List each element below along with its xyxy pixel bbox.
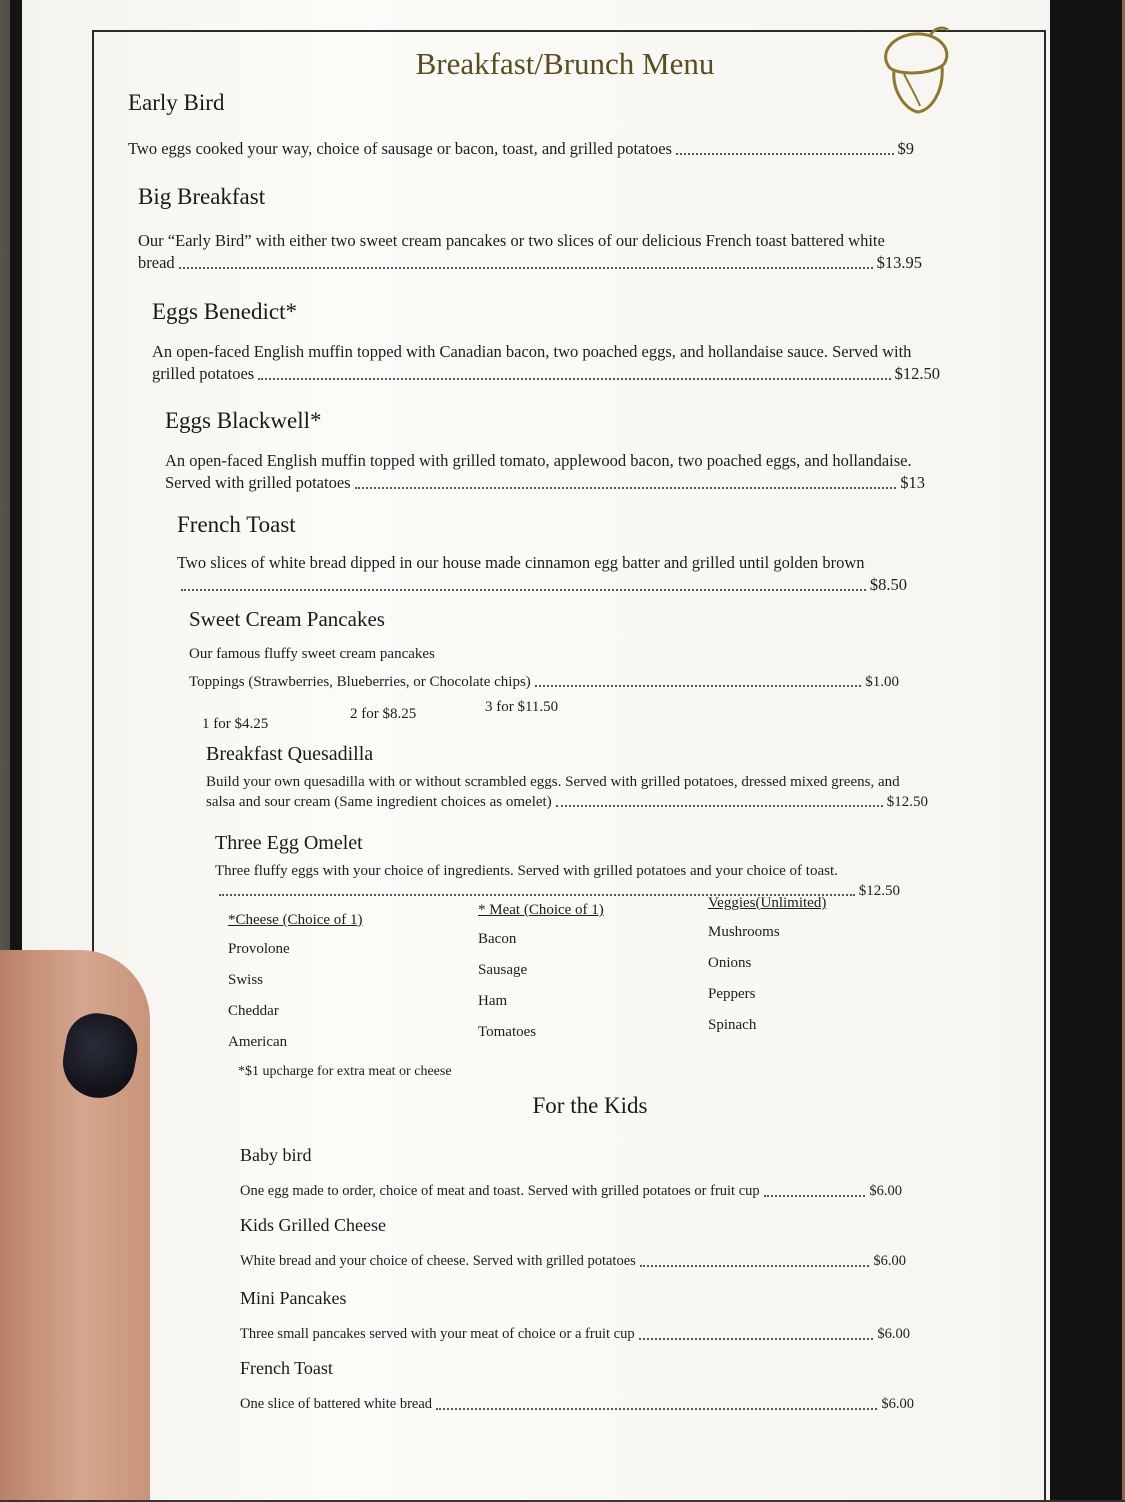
item-desc-line2: bread <box>138 253 175 272</box>
item-desc-line2: salsa and sour cream (Same ingredient choices as omelet) <box>206 794 552 810</box>
cheese-option: Provolone <box>228 941 290 957</box>
veggie-option: Mushrooms <box>708 924 780 940</box>
item-name: Three Egg Omelet <box>215 832 363 854</box>
item-desc-line2: Served with grilled potatoes <box>165 473 351 492</box>
item-name: French Toast <box>240 1358 333 1378</box>
kids-section-title: For the Kids <box>532 1093 648 1118</box>
menu-item-french-toast <box>177 512 907 596</box>
meat-option: Tomatoes <box>478 1024 537 1040</box>
item-desc-line1: Our famous fluffy sweet cream pancakes <box>189 646 435 662</box>
cheese-option: American <box>228 1034 288 1050</box>
menu-title: Breakfast/Brunch Menu <box>415 46 715 81</box>
pancake-size-1: 1 for $4.25 <box>202 716 269 732</box>
item-price: $1.00 <box>865 674 899 690</box>
menu-item-eggs-benedict <box>152 299 940 385</box>
veggies-header: Veggies(Unlimited) <box>708 895 827 911</box>
item-desc-line1: An open-faced English muffin topped with Canadian bacon, two poached eggs, and hollandaise sauce. Served with <box>152 342 912 361</box>
pancake-size-3: 3 for $11.50 <box>485 699 559 715</box>
dot-leader <box>355 487 897 489</box>
pancake-size-2: 2 for $8.25 <box>350 706 417 722</box>
omelet-meat-column <box>478 902 604 1055</box>
cheese-header: *Cheese (Choice of 1) <box>228 912 363 928</box>
item-name: Big Breakfast <box>138 184 266 209</box>
omelet-veggies-column <box>708 895 826 1048</box>
meat-header: * Meat (Choice of 1) <box>478 902 604 918</box>
dot-leader <box>436 1408 877 1410</box>
item-price: $13 <box>900 473 925 492</box>
dot-leader <box>639 1338 874 1340</box>
veggie-option: Onions <box>708 955 752 971</box>
item-desc: One slice of battered white bread <box>240 1396 433 1412</box>
item-price: $12.50 <box>858 883 900 899</box>
item-desc: Two eggs cooked your way, choice of sausage or bacon, toast, and grilled potatoes <box>128 139 672 158</box>
item-name: Baby bird <box>240 1145 312 1165</box>
item-name: Sweet Cream Pancakes <box>189 607 385 631</box>
item-price: $6.00 <box>877 1326 910 1342</box>
item-price: $12.50 <box>886 794 928 810</box>
dot-leader <box>179 267 873 269</box>
upcharge-note: *$1 upcharge for extra meat or cheese <box>238 1064 452 1079</box>
item-name: Eggs Benedict* <box>152 299 297 324</box>
cheese-option: Swiss <box>228 972 264 988</box>
item-desc-line1: Build your own quesadilla with or without scrambled eggs. Served with grilled potatoes, dressed mixed greens, and <box>206 774 900 790</box>
item-name: Eggs Blackwell* <box>165 408 322 433</box>
item-price: $13.95 <box>876 253 922 272</box>
menu-item-sweet-cream-pancakes <box>189 607 899 692</box>
item-name: Kids Grilled Cheese <box>240 1215 386 1235</box>
menu-item-big-breakfast <box>138 184 922 274</box>
item-desc: One egg made to order, choice of meat and toast. Served with grilled potatoes or fruit cup <box>240 1183 760 1199</box>
item-desc-line2: grilled potatoes <box>152 364 255 383</box>
kids-item-baby-bird <box>240 1145 902 1202</box>
item-desc-line2: Toppings (Strawberries, Blueberries, or Chocolate chips) <box>189 674 531 690</box>
meat-option: Sausage <box>478 962 528 978</box>
veggie-option: Peppers <box>708 986 756 1002</box>
item-desc: Three fluffy eggs with your choice of ingredients. Served with grilled potatoes and your choice of toast. <box>215 863 838 879</box>
menu-binder-right <box>1045 0 1122 1500</box>
dot-leader <box>258 378 890 380</box>
omelet-cheese-column <box>228 912 363 1065</box>
dot-leader <box>556 805 883 807</box>
item-desc: Two slices of white bread dipped in our house made cinnamon egg batter and grilled until golden brown <box>177 553 865 572</box>
meat-option: Bacon <box>478 931 517 947</box>
item-price: $12.50 <box>894 364 940 383</box>
menu-item-early-bird <box>128 90 914 160</box>
item-price: $6.00 <box>869 1183 902 1199</box>
item-desc-line1: Our “Early Bird” with either two sweet cream pancakes or two slices of our delicious French toast battered white <box>138 231 885 250</box>
item-price: $6.00 <box>881 1396 914 1412</box>
item-price: $8.50 <box>869 575 907 594</box>
dot-leader <box>535 685 861 687</box>
menu-item-three-egg-omelet <box>215 832 900 901</box>
item-price: $9 <box>897 139 914 158</box>
kids-item-grilled-cheese <box>240 1215 906 1272</box>
menu-item-eggs-blackwell <box>165 408 925 494</box>
kids-item-french-toast <box>240 1358 914 1415</box>
item-desc-line1: An open-faced English muffin topped with grilled tomato, applewood bacon, two poached eggs, and hollandaise. <box>165 451 912 470</box>
veggie-option: Spinach <box>708 1017 757 1033</box>
dot-leader <box>640 1265 870 1267</box>
dot-leader <box>181 589 866 591</box>
item-name: Mini Pancakes <box>240 1288 347 1308</box>
item-name: Breakfast Quesadilla <box>206 743 374 765</box>
dot-leader <box>676 153 894 155</box>
kids-item-mini-pancakes <box>240 1288 910 1345</box>
item-desc: White bread and your choice of cheese. Served with grilled potatoes <box>240 1253 636 1269</box>
dot-leader <box>764 1195 866 1197</box>
cheese-option: Cheddar <box>228 1003 279 1019</box>
menu-item-breakfast-quesadilla <box>206 743 928 812</box>
meat-option: Ham <box>478 993 508 1009</box>
item-desc: Three small pancakes served with your meat of choice or a fruit cup <box>240 1326 635 1342</box>
item-name: French Toast <box>177 512 296 537</box>
item-price: $6.00 <box>873 1253 906 1269</box>
item-name: Early Bird <box>128 90 225 115</box>
